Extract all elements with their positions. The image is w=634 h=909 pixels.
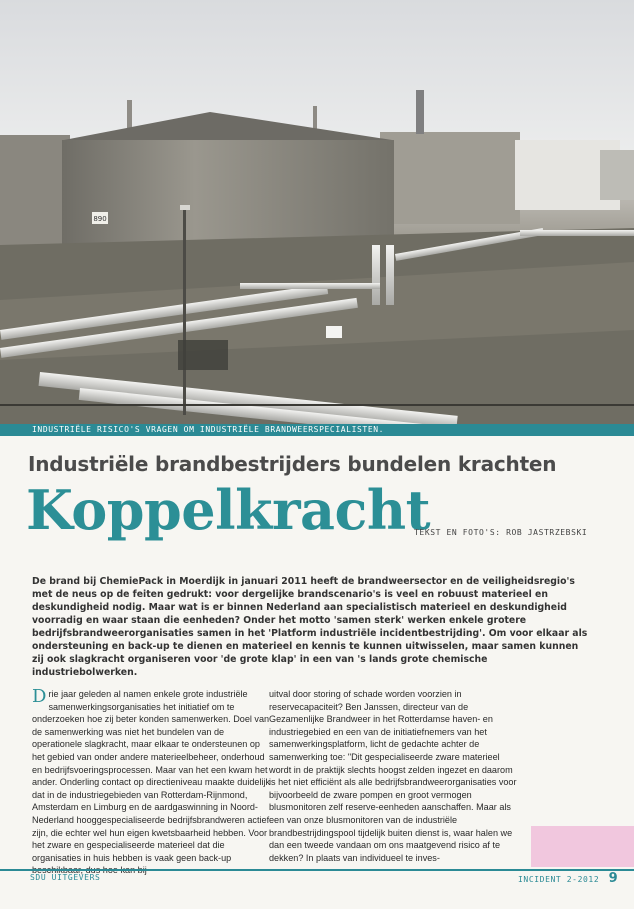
tank-marker-label: 890 [93, 215, 107, 223]
article-lead: De brand bij ChemiePack in Moerdijk in januari 2011 heeft de brandweersector en de veiligheidsregio's met de neus op de feiten gedrukt: voor dergelijke brandscenario's is veel en robuust materieel en deskundigheid nodig. Maar wat is er binnen Nederland aan specialistisch materieel en deskundigheid voorradig en waar staan die eenheden? Onder het motto 'samen sterk' werken enkele grotere bedrijfsbrandweerorganisaties samen in het 'Platform industriële incidentbestrijding'. Om voor elkaar als ondersteuning en back-up te dienen en materieel en kennis te kunnen uitwisselen, maar samen kunnen zij ook slagkracht organiseren voor 'de grote klap' in een van 's lands grote chemische industriebolwerken. [32, 576, 588, 678]
footer-issue: INCIDENT 2-2012 [518, 875, 600, 884]
photo-caption: INDUSTRIËLE RISICO'S VRAGEN OM INDUSTRIËLE BRANDWEERSPECIALISTEN. [32, 425, 385, 434]
pink-highlight-block [531, 826, 634, 867]
body-column-1 [32, 688, 275, 877]
refinery-photo [0, 0, 634, 424]
article-subtitle: Industriële brandbestrijders bundelen krachten [28, 452, 557, 476]
dropcap: D [32, 686, 47, 707]
article-title: Koppelkracht [26, 478, 431, 542]
footer-publisher: SDU UITGEVERS [30, 873, 101, 882]
body-column-1-text: rie jaar geleden al namen enkele grote industriële samenwerkingsorganisaties het initiatief om te onderzoeken hoe zij beter konden samenwerken. Doel van de samenwerking was niet het bundelen van de operationele slagkracht, maar elkaar te ondersteunen op het gebied van onder andere materieelbeheer, onderhoud en bedrijfsvoeringsprocessen. Maar van het een kwam het ander. Onderling contact op directieniveau maakte duidelijk dat in de industriegebieden van Rotterdam-Rijnmond, Amsterdam en Limburg en de aardgaswinning in Noord-Nederland hooggespecialiseerde bedrijfsbrandweren actief zijn, die echter wel hun eigen kwetsbaarheid hebben. Voor het zware en gespecialiseerde materieel dat die organisaties in huis hebben is vaak geen back-up [32, 689, 271, 863]
article-credit: TEKST EN FOTO'S: ROB JASTRZEBSKI [414, 528, 588, 537]
body-column-2 [269, 688, 519, 864]
page-number: 9 [608, 871, 619, 886]
footer-issue-block [518, 871, 618, 886]
body-column-2-text: uitval door storing of schade worden voorzien in reservecapaciteit? Ben Janssen, directeur van de Gezamenlijke Brandweer in het Rotterdamse haven- en industriegebied en een van de initiatiefnemers van het samenwerkingsplatform, licht de gedachte achter de samenwerking toe: "Dit gespecialiseerde zware materieel wordt in de praktijk slechts hoogst zelden ingezet en daarom is het niet efficiënt als alle bedrijfsbrandweerorganisaties voor bijvoorbeeld de zware pompen en groot vermogen blusmonitoren zelf reserve-eenheden aanschaffen. Maar als een van onze blusmonitoren van de industriële brandbestrijdingspool tijdelijk buiten dienst is, waar halen we dan een tweede vandaan om ons maatgevend risico af te dekken? In plaats van individueel te inves- [269, 689, 517, 863]
refinery-illustration [0, 0, 634, 424]
field-sign [326, 326, 342, 338]
